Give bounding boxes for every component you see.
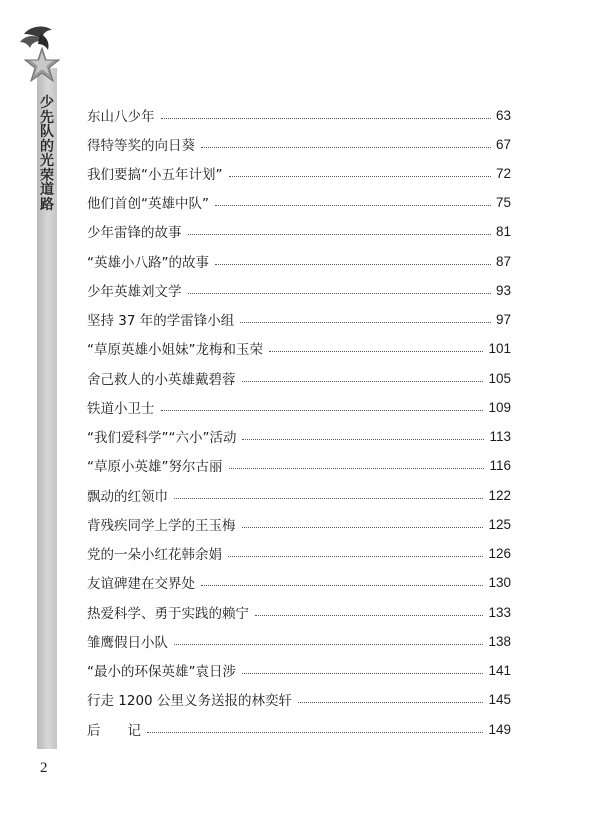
toc-entry[interactable]	[87, 513, 511, 535]
toc-page-number: 141	[488, 662, 511, 678]
toc-entry-title: 我们要搞“小五年计划”	[87, 167, 223, 183]
toc-entry[interactable]	[87, 279, 511, 301]
toc-entry-title: 后 记	[87, 723, 141, 739]
toc-page-number: 75	[495, 194, 511, 210]
dot-leader	[242, 527, 484, 528]
toc-page-number: 145	[488, 691, 511, 707]
toc-page-number: 133	[488, 604, 511, 620]
toc-entry-title: 友谊碑建在交界处	[87, 576, 195, 592]
toc-entry-title: “草原英雄小姐妹”龙梅和玉荣	[87, 342, 263, 358]
dot-leader	[188, 234, 491, 235]
toc-entry[interactable]	[87, 162, 511, 184]
toc-page-number: 81	[495, 223, 511, 239]
series-title-char: 道	[40, 182, 54, 198]
toc-entry-title: 少年英雄刘文学	[87, 284, 182, 300]
toc-entry-title: 坚持 37 年的学雷锋小组	[87, 313, 235, 329]
dot-leader	[161, 410, 484, 411]
toc-entry-title: 党的一朵小红花韩余娟	[87, 547, 222, 563]
toc-entry-title: 东山八少年	[87, 109, 155, 125]
toc-entry[interactable]	[87, 688, 511, 710]
toc-page-number: 63	[495, 107, 511, 123]
dot-leader	[188, 293, 491, 294]
toc-page-number: 72	[495, 165, 511, 181]
series-title-char: 的	[40, 138, 54, 155]
toc-entry-title: 背残疾同学上学的王玉梅	[87, 518, 236, 534]
toc-entry[interactable]	[87, 571, 511, 593]
dot-leader	[229, 468, 485, 469]
toc-entry[interactable]	[87, 337, 511, 359]
toc-page-number: 122	[488, 487, 511, 503]
toc-page-number: 105	[488, 370, 511, 386]
toc-entry-title: 他们首创“英雄中队”	[87, 196, 209, 212]
toc-entry-title: 得特等奖的向日葵	[87, 138, 195, 154]
toc-entry[interactable]	[87, 601, 511, 623]
dot-leader	[255, 615, 483, 616]
dot-leader	[228, 556, 483, 557]
toc-entry[interactable]	[87, 425, 511, 447]
toc-page-number: 113	[489, 428, 511, 444]
toc-entry-title: 铁道小卫士	[87, 401, 155, 417]
toc-entry-title: “英雄小八路”的故事	[87, 255, 209, 271]
dot-leader	[174, 644, 483, 645]
toc-entry[interactable]	[87, 367, 511, 389]
series-title-char: 队	[40, 124, 54, 140]
toc-page-number: 125	[488, 516, 511, 532]
series-title-char: 少	[40, 95, 54, 111]
toc-entry[interactable]	[87, 250, 511, 272]
toc-entry-title: 飘动的红领巾	[87, 489, 168, 505]
toc-page-number: 138	[488, 633, 511, 649]
toc-entry[interactable]	[87, 630, 511, 652]
dot-leader	[201, 147, 491, 148]
toc-entry[interactable]	[87, 191, 511, 213]
dot-leader	[215, 264, 491, 265]
toc-page-number: 126	[488, 545, 511, 561]
dot-leader	[269, 351, 483, 352]
toc-entry-title: “我们爱科学”“六小”活动	[87, 430, 237, 446]
toc-entry[interactable]	[87, 104, 511, 126]
toc-page-number: 130	[488, 574, 511, 590]
toc-entry-title: 行走 1200 公里义务送报的林奕轩	[87, 693, 292, 709]
toc-entry[interactable]	[87, 659, 511, 681]
toc-page-number: 101	[488, 340, 511, 356]
series-title-char: 光	[40, 153, 54, 169]
toc-page-number: 109	[488, 399, 511, 415]
toc-page-number: 67	[495, 136, 511, 152]
toc-page-number: 87	[495, 253, 511, 269]
dot-leader	[147, 732, 483, 733]
dot-leader	[240, 322, 491, 323]
dot-leader	[174, 498, 483, 499]
toc-entry[interactable]	[87, 220, 511, 242]
dot-leader	[161, 118, 491, 119]
series-title-char: 先	[40, 109, 54, 126]
dot-leader	[201, 585, 483, 586]
dot-leader	[215, 205, 491, 206]
toc-page-number: 116	[489, 457, 511, 473]
toc-entry-title: 雏鹰假日小队	[87, 635, 168, 651]
toc-page-number: 149	[488, 721, 511, 737]
toc-entry[interactable]	[87, 396, 511, 418]
toc-entry-title: 少年雷锋的故事	[87, 225, 182, 241]
dot-leader	[242, 381, 484, 382]
toc-entry[interactable]	[87, 454, 511, 476]
toc-entry-title: 热爱科学、勇于实践的赖宁	[87, 606, 249, 622]
toc-entry[interactable]	[87, 308, 511, 330]
toc-entry[interactable]	[87, 542, 511, 564]
dot-leader	[229, 176, 491, 177]
toc-entry[interactable]	[87, 133, 511, 155]
series-title-char: 荣	[40, 167, 54, 184]
toc-entry-title: “草原小英雄”努尔古丽	[87, 459, 223, 475]
dot-leader	[242, 439, 484, 440]
toc-entry-title: “最小的环保英雄”袁日涉	[87, 664, 236, 680]
toc-page-number: 93	[495, 282, 511, 298]
toc-entry[interactable]	[87, 484, 511, 506]
toc-entry-title: 舍己救人的小英雄戴碧蓉	[87, 372, 236, 388]
page-number: 2	[40, 760, 48, 776]
toc-page-number: 97	[495, 311, 511, 327]
toc-entry[interactable]	[87, 718, 511, 740]
series-title-char: 路	[40, 196, 54, 213]
dot-leader	[298, 702, 484, 703]
dot-leader	[242, 673, 483, 674]
